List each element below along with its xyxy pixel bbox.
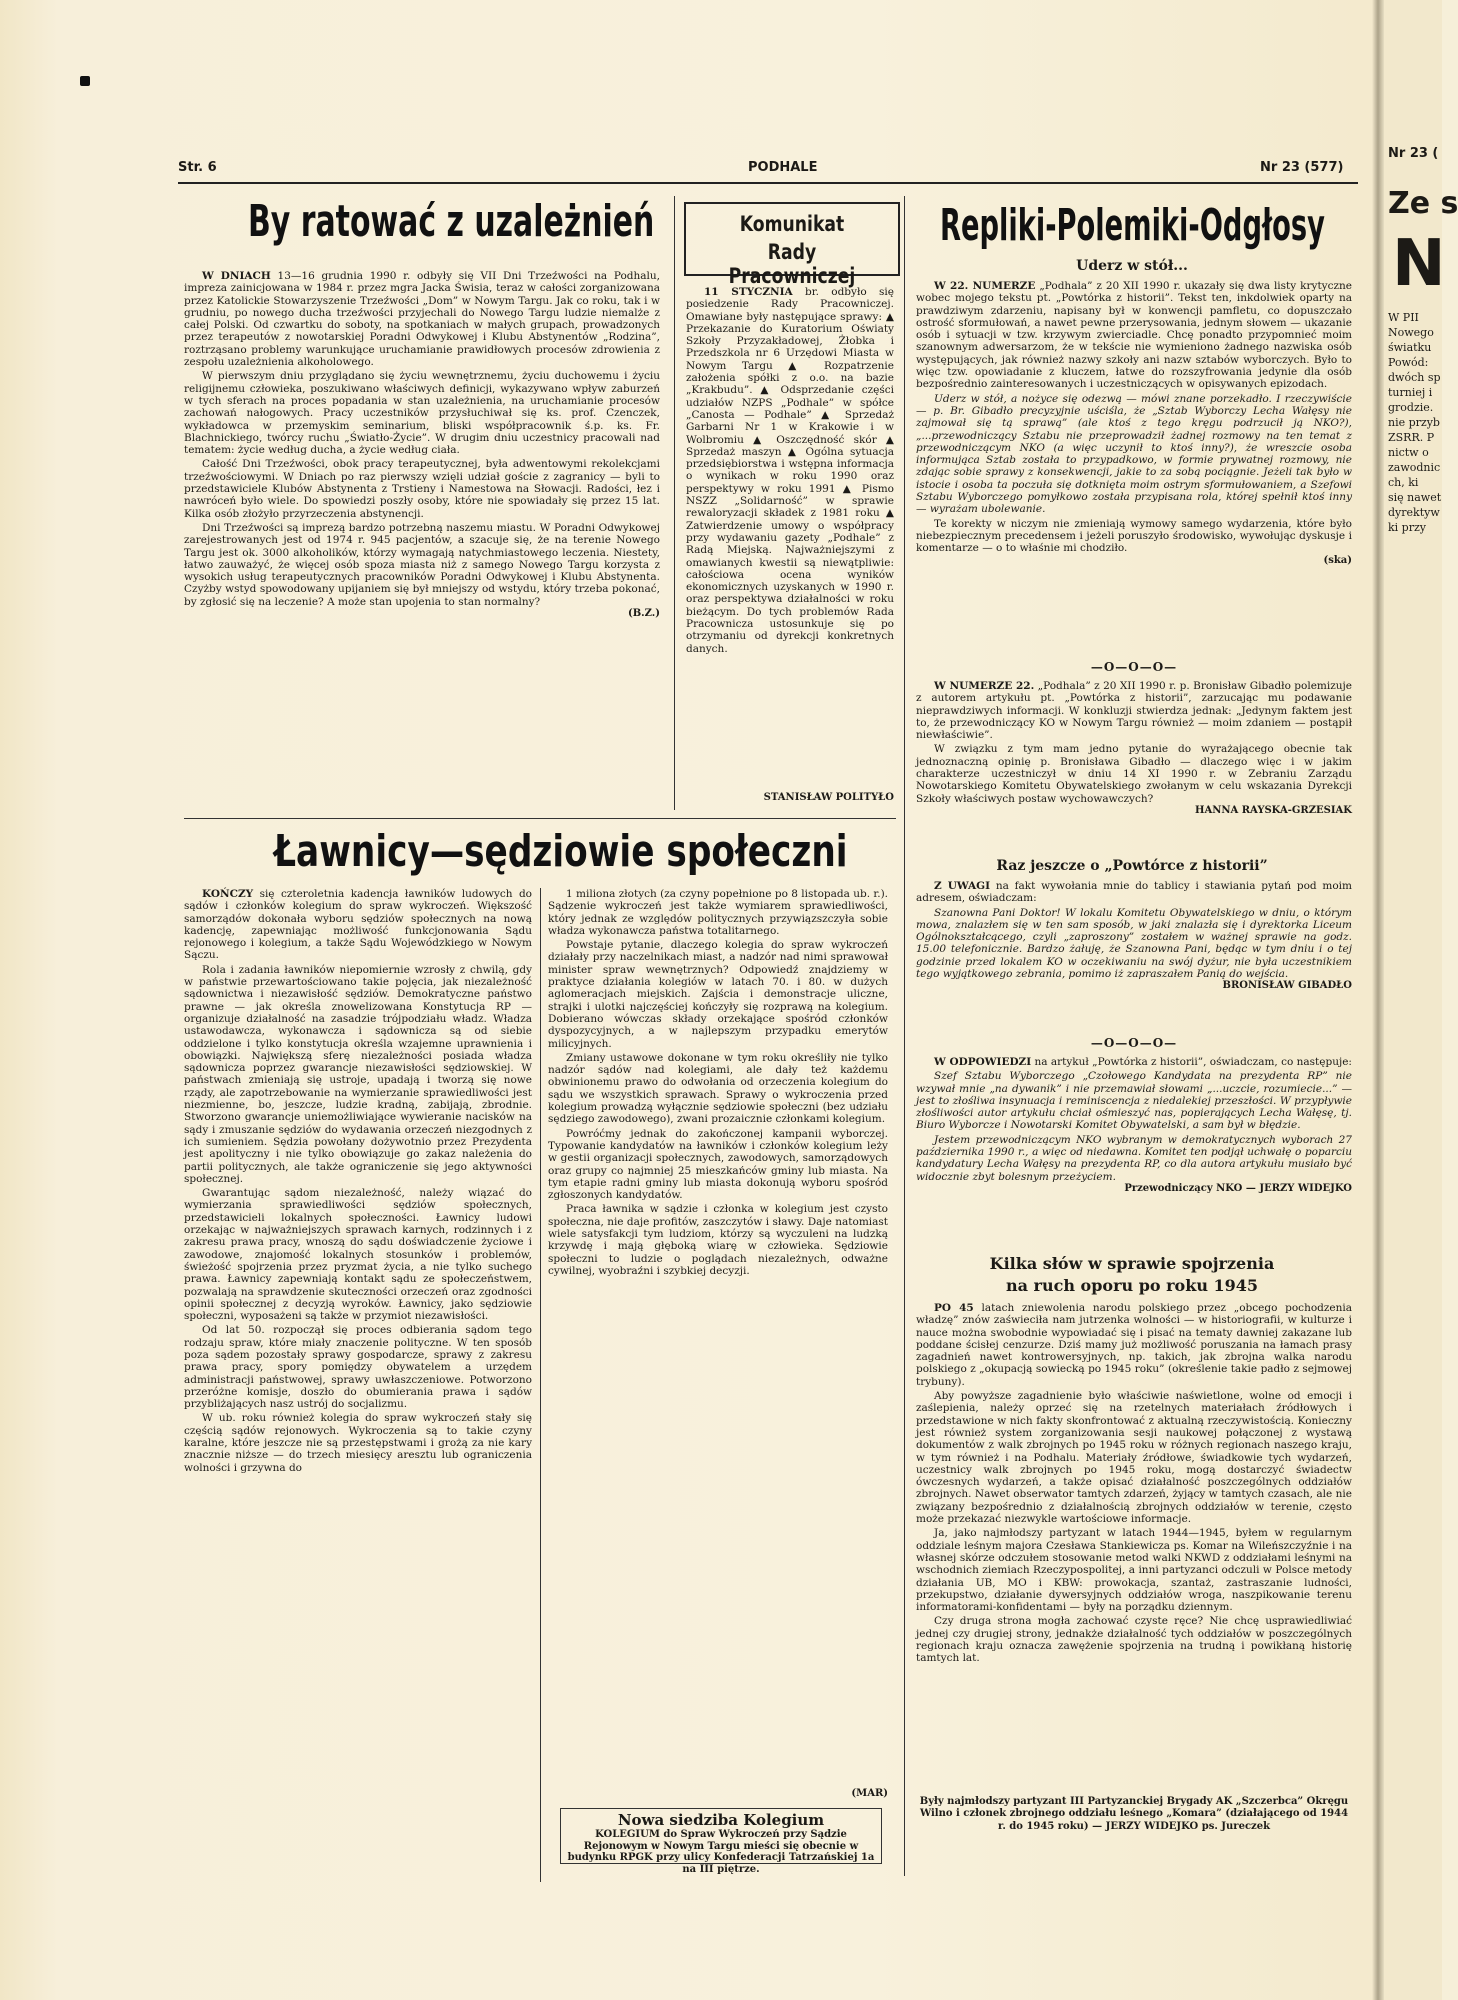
newspaper-title: PODHALE xyxy=(748,160,818,175)
kilka-p1: latach zniewolenia narodu polskiego przez „obcego pochodzenia władzę” znów zaświeciła nam jutrzenka wolności — w historiografii, w kulturze i nauce można swobodnie wypowiadać się i pisać na tematy dawniej zakazane lub poddane ścisłej cenzurze. Dziś mamy już możliwość poruszania na łamach prasy zagadnień nawet kontrowersyjnych, np. takich, jak zbrojna walka narodu polskiego z „okupacją sowiecką po 1945 roku” (określenie takie padło z sejmowej trybuny). xyxy=(916,1302,1352,1388)
repliki-r1-signature: (ska) xyxy=(1323,554,1352,566)
lawnicy-lead: KOŃCZY xyxy=(202,888,254,900)
kilka-lead: PO 45 xyxy=(934,1302,974,1314)
article1-lead: W DNIACH xyxy=(202,270,271,282)
adjacent-line: światku xyxy=(1388,341,1432,354)
article1-signature: (B.Z.) xyxy=(627,608,660,620)
lawnicy-col1-p5: W ub. roku również kolegia do spraw wykroczeń stały się częścią sądów rejonowych. Wykroczenia są to takie czyny karalne, które jeszcze nie są przestępstwami i grożą za nie kary znacznie niższe — do trzech miesięcy aresztu lub ograniczenia wolności i grzywna do xyxy=(184,1412,532,1474)
komunikat-body xyxy=(686,286,894,796)
repliki-letter-4 xyxy=(916,1056,1352,1252)
kilka-signature xyxy=(916,1796,1352,1856)
komunikat-title-line2: Rady Pracowniczej xyxy=(728,240,856,288)
repliki-letter-2 xyxy=(916,680,1352,850)
article1-p4: Dni Trzeźwości są imprezą bardzo potrzebną naszemu miastu. W Poradni Odwykowej zarejestrowanych jest od 1974 r. 945 pacjentów, a szacuje się, że na terenie Nowego Targu jest ok. 3000 alkoholików, którzy wymagają natychmiastowego leczenia. Niestety, łatwo zauważyć, że więcej osób spoza miasta niż z samego Nowego Targu korzysta z wysokich usług terapeutycznych pracowników Poradni Odwykowej i Klubu Abstynenta. Czyżby wstyd spowodowany upijaniem się był mniejszy od wstydu, który trzeba pokonać, by zgłosić się na leczenie? A może stan upojenia to stan normalny? xyxy=(184,521,660,608)
repliki-r2-lead: W NUMERZE 22. xyxy=(934,680,1035,692)
section-divider: —O—O—O— xyxy=(1090,660,1178,674)
repliki-r3-lead: Z UWAGI xyxy=(934,880,991,892)
kilka-sig-text: Były najmłodszy partyzant III Partyzanckiej Brygady AK „Szczerbca” Okręgu Wilno i członek zbrojnego oddziału leśnego „Komara” (działającego od 1944 r. do 1945 roku) — JERZY WIDEJKO ps. Jureczek xyxy=(919,1796,1349,1832)
kilka-p4: Czy druga strona mogła zachować czyste ręce? Nie chcę usprawiedliwiać jednej czy drugiej strony, jednakże działalność tych oddziałów w poszczególnych regionach kraju oznacza zawężenie spojrzenia na trudną i powikłaną historię tamtych lat. xyxy=(916,1615,1352,1665)
adjacent-text-lines xyxy=(1388,310,1442,535)
lawnicy-col1-p4: Od lat 50. rozpoczął się proces odbierania sądom tego rodzaju spraw, które miały znaczenie polityczne. W ten sposób poza sądem pozostały sprawy gospodarcze, sprawy z zakresu prawa pracy, spory pomiędzy obywatelem a urzędem administracji państwowej, sprawy uwłaszczeniowe. Potworzono przeróżne komisje, doszło do obumierania prawa i sądów przybliżających nasz ustrój do socjalizmu. xyxy=(184,1324,532,1411)
section-rule xyxy=(184,818,896,819)
komunikat-signature: STANISŁAW POLITYŁO xyxy=(763,792,894,803)
lawnicy-col2-p2: Powstaje pytanie, dlaczego kolegia do spraw wykroczeń działały przy naczelnikach miast, a nadzór nad nimi sprawował minister spraw wewnętrznych? Odpowiedź znajdziemy w praktyce działania kolegiów w latach 70. i 80. w dużych aglomeracjach miejskich. Zajścia i demonstracje uliczne, strajki i ulotki najczęściej kończyły się rozprawą na kolegium. Dobierano wówczas składy orzekające spośród członków dyspozycyjnych, a w najlepszym przypadku emerytów milicyjnych. xyxy=(548,939,888,1050)
adjacent-big-letter: N xyxy=(1392,227,1446,301)
lawnicy-headline: Ławnicy—sędziowie społeczni xyxy=(274,826,848,877)
komunikat-title-line1: Komunikat xyxy=(739,212,845,236)
repliki-r3-body: na fakt wywołania mnie do tablicy i stawiania pytań pod moim adresem, oświadczam: xyxy=(916,880,1353,905)
komunikat-lead: 11 STYCZNIA xyxy=(704,286,793,298)
kilka-p2: Aby powyższe zagadnienie było właściwie naświetlone, wolne od emocji i zaślepienia, należy oprzeć się na rzetelnych materiałach źródłowych i przedstawione w nich fakty skonfrontować z aktualną rzeczywistością. Konieczny jest również system zorganizowania sesji naukowej połączonej z wystawą dokumentów z walk zbrojnych po 1945 roku w różnych regionach naszego kraju, w tym również i na Podhalu. Materiały źródłowe, świadkowie tych wydarzeń, uczestnicy walk zbrojnych po 1945 roku, mogą dostarczyć świadectw ówczesnych wydarzeń, a także opisać działalność poszczególnych oddziałów zbrojnych. Nawet obserwator tamtych zdarzeń, żyjący w tamtych czasach, ale nie związany bezpośrednio z działalnością zbrojnych oddziałów w terenie, często może przekazać niezwykle wartościowe informacje. xyxy=(916,1390,1352,1526)
adjacent-line: ki przy xyxy=(1388,521,1426,534)
repliki-r4-signature: Przewodniczący NKO — JERZY WIDEJKO xyxy=(1124,1182,1352,1194)
lawnicy-col1-p3: Gwarantując sądom niezależność, należy wiązać do wymierzania sprawiedliwości sędziów społecznych, przedstawicieli lokalnych społeczności. Ławnicy ludowi orzekając w najważniejszych sprawach karnych, rodzinnych i z zakresu prawa pracy, wnoszą do sądu doświadczenie życiowe i zawodowe, znajomość lokalnych stosunków i problemów, świeżość spojrzenia przez pryzmat życia, a nie tylko suchego prawa. Ławnicy zapewniają kontakt sądu ze społeczeństwem, pozwalają na sprawdzenie skuteczności orzeczeń oraz zgodności opinii społecznej z decyzją wyroków. Ławnicy, jako sędziowie społeczni, wyposażeni są także w przymiot niezawisłości. xyxy=(184,1187,532,1323)
column-rule xyxy=(674,196,675,810)
repliki-r1-lead: W 22. NUMERZE xyxy=(934,280,1036,292)
repliki-r4-body2: Szef Sztabu Wyborczego „Czołowego Kandydata na prezydenta RP” nie wzywał mnie „na dywanik” i nie przemawiał słowami „...uczcie, rozumiecie...” — jest to złośliwa insynuacja i reminiscencja z niedalekiej przeszłości. W przypływie złośliwości autor artykułu chciał ośmieszyć nas, popierających Lecha Wałęsę, tj. Biuro Wyborcze i Nowotarski Komitet Obywatelski, a sam był w błędzie. xyxy=(916,1070,1352,1132)
lawnicy-signature: (MAR) xyxy=(851,1788,888,1799)
column-rule xyxy=(904,196,905,1876)
adjacent-headline: Ze s xyxy=(1388,186,1458,221)
article1-p3: Całość Dni Trzeźwości, obok pracy terapeutycznej, była adwentowymi rekolekcjami trzeźwościowymi. W Dniach po raz pierwszy wzięli udział goście z zagranicy — byli to przedstawiciele Klubów Abstynenta z Trstieny i Namestowa na Słowacji. Radości, łez i nawróceń było wiele. Do spowiedzi poszły osoby, które nie spowiadały się przez 15 lat. Kilka osób złożyło przyrzeczenia abstynencji. xyxy=(184,458,660,520)
adjacent-line: dyrektyw xyxy=(1388,506,1440,519)
repliki-r3-body2: Szanowna Pani Doktor! W lokalu Komitetu Obywatelskiego w dniu, o którym mowa, znalazłem się w ten sam sposób, w jaki znalazła się i dyrektorka Liceum Ogólnokształcącego, czyli „zaproszony” zostałem w ważnej sprawie na godz. 15.00 telefonicznie. Bardzo żałuję, że Szanowna Pani, będąc w tym dniu i o tej godzinie przed lokalem KO w oczekiwaniu na swój dyżur, nie była uczestnikiem tego wyjątkowego zebrania, pomimo iż zapraszałem Panią do wejścia. xyxy=(916,906,1352,981)
repliki-r4-lead: W ODPOWIEDZI xyxy=(934,1056,1032,1068)
adjacent-line: ch, ki xyxy=(1388,476,1419,489)
lawnicy-col2-p5: Praca ławnika w sądzie i członka w kolegium jest czysto społeczna, nie daje profitów, zaszczytów i sławy. Daje natomiast wiele satysfakcji tym ludziom, którzy są wyczuleni na ludzką krzywdę i mają głęboką wiarę w człowieka. Sędziowie społeczni to ludzie o poglądach niezależnych, odważne cywilnej, wyobraźni i szybkiej decyzji. xyxy=(548,1203,888,1277)
repliki-subhead-1: Uderz w stół... xyxy=(1076,258,1188,274)
repliki-letter-3 xyxy=(916,880,1352,1030)
adjacent-line: turniej i xyxy=(1388,386,1433,399)
komunikat-box xyxy=(684,202,900,288)
adjacent-line: dwóch sp xyxy=(1388,371,1441,384)
nowa-siedziba-body: KOLEGIUM do Spraw Wykroczeń przy Sądzie Rejonowym w Nowym Targu mieści się obecnie w budynku RPGK przy ulicy Konfederacji Tatrzańskiej 1a na III piętrze. xyxy=(567,1829,875,1875)
lawnicy-col1 xyxy=(184,888,532,1880)
adjacent-line: grodzie. xyxy=(1388,401,1434,414)
repliki-r4-body3: Jestem przewodniczącym NKO wybranym w demokratycznych wyborach 27 października 1990 r., a więc od niedawna. Komitet ten podjął uchwałę o poparciu kandydatury Lecha Wałęsy na prezydenta RP, co dla autora artykułu musiało być widocznie zbyt bolesnym przeżyciem. xyxy=(916,1133,1352,1183)
lawnicy-col1-p1: się czteroletnia kadencja ławników ludowych do sądów i członków kolegium do spraw wykroczeń. Większość samorządów dokonała wyboru sędziów społecznych na nową kadencję, zapewniając możliwość funkcjonowania Sądu rejonowego i kolegium, a także Sądu Wojewódzkiego w Nowym Sączu. xyxy=(184,888,533,962)
repliki-r2-signature: HANNA RAYSKA-GRZESIAK xyxy=(1195,804,1352,816)
article1-headline: By ratować z uzależnień xyxy=(248,196,655,247)
adjacent-page-strip xyxy=(1384,0,1458,2000)
lawnicy-col2-p1: 1 miliona złotych (za czyny popełnione po 8 listopada ub. r.). Sądzenie wykroczeń jest także wymiarem sprawiedliwości, który jednak ze względów politycznych przywiązszczyła sobie władza wykonawcza państwa totalitarnego. xyxy=(548,888,889,937)
adjacent-line: zawodnic xyxy=(1388,461,1441,474)
repliki-r2-body: „Podhala” z 20 XII 1990 r. p. Bronisław Gibadło polemizuje z autorem artykułu pt. „Powtórka z historii”, zarzucając mu podawanie nieprawdziwych informacji. W konkluzji stwierdza jednak: „Jedynym faktem jest to, że przewodniczący KO w Nowym Targu również — moim zdaniem — postąpił niewłaściwie”. xyxy=(916,680,1352,742)
lawnicy-col1-p2: Rola i zadania ławników niepomiernie wzrosły z chwilą, gdy w państwie przewartościowano takie pojęcia, jak niezależność sądownictwa i niezawisłość sędziów. Demokratyczne państwo prawne — jak określa znowelizowana Konstytucja RP — organizuje działalność na zasadzie trójpodziału władz. Władza ustawodawcza, wykonawcza i sądownicza są od siebie oddzielone i tylko konstytucja określa wzajemne uprawnienia i obowiązki. Największą sferę niezależności posiada władza sądownicza poprzez gwarancje niezawisłości sędziowskiej. W państwach zmieniają się ustroje, upadają i tworzą się nowe rządy, ale zapotrzebowanie na wymierzanie sprawiedliwości jest niezmienne, bo, jeszcze, ludzie kradną, zabijają, zbrodnie. Stworzono gwarancje uniemożliwiające wywieranie nacisków na sądy i zmuszanie sędziów do wydawania orzeczeń niezgodnych z ich sumieniem. Sędzia powołany dożywotnio przez Prezydenta jest apolityczny i nie tylko obowiązuje go zakaz należenia do partii politycznych, ale także ograniczenie się jego aktywności społecznej. xyxy=(184,963,532,1185)
punch-hole-mark xyxy=(80,76,90,86)
adjacent-line: się nawet xyxy=(1388,491,1442,504)
page-fold-shadow xyxy=(1372,0,1384,2000)
article1-p2: W pierwszym dniu przyglądano się życiu wewnętrznemu, życiu duchowemu i życiu religijnemu człowieka, poszukiwano właściwych definicji, wykazywano wpływ zaburzeń w tych sferach na proces popadania w stan uzależnienia, na uruchamianie procesów zachowań nałogowych. Pracy uczestników przysłuchiwał się ks. prof. Czenczek, wykładowca w przemyskim seminarium, bliski współpracownik ś.p. ks. Fr. Blachnickiego, twórcy ruchu „Światło-Życie”. W drugim dniu uczestnicy pracowali nad tematem: życie według ducha, a życie według ciała. xyxy=(184,370,660,457)
repliki-r1-body2: Uderz w stół, a nożyce się odezwą — mówi znane porzekadło. I rzeczywiście — p. Br. Gibadło precyzyjnie uściśla, że „Sztab Wyborczy Lecha Wałęsy nie zajmował się tą sprawą” (ale ktoś z tego kręgu podrzucił ją NKO?), „...przewodniczący Sztabu nie przeprowadził żadnej rozmowy na ten temat z przewodniczącym NKO (a więc uczynił to ktoś inny?), że wreszcie osoba informująca Sztab została to przypadkowo, w formie prywatnej rozmowy, nie zdając sobie sprawy z konsekwencji, jakie to za sobą pociągnie. Jeżeli tak było w istocie i osoba ta poczuła się dotknięta moim ostrym sformułowaniem, a Szefowi Sztabu Wyborczego pomyłkowo została przypisana rola, której spełnił ktoś inny — wyrażam ubolewanie. xyxy=(916,392,1352,516)
lawnicy-col2-p4: Powróćmy jednak do zakończonej kampanii wyborczej. Typowanie kandydatów na ławników i członków kolegium leży w gestii organizacji społecznych, zawodowych, samorządowych oraz grupy co najmniej 25 mieszkańców gminy lub miasta. Na tym etapie radni gminy lub miasta dokonują wyboru spośród zgłoszonych kandydatów. xyxy=(548,1127,888,1202)
article1-body xyxy=(184,270,660,810)
adjacent-issue: Nr 23 ( xyxy=(1388,146,1439,161)
column-rule xyxy=(540,888,541,1882)
adjacent-line: nictw o xyxy=(1388,446,1429,459)
adjacent-line: W PII xyxy=(1388,311,1419,324)
page-number: Str. 6 xyxy=(178,160,217,175)
repliki-r1-body: „Podhala” z 20 XII 1990 r. ukazały się dwa listy krytyczne wobec mojego tekstu pt. „Powtórka z historii”. Tekst ten, inkdolwiek oparty na prawdziwym zdarzeniu, napisany był w konwencji pamfletu, co dopuszczało ostrość sformułowań, a nawet pewne przerysowania, jednym słowem — ukazanie osób i sytuacji w tzw. krzywym zwierciadle. Chcę ponadto przypomnieć moim szanownym adwersarzom, że w tekście nie wymieniono żadnego nazwiska osób występujących, jak również nazwy szkoły ani nazw sztabów wyborczych. Było to więc tzw. opowiadanie z kluczem, łatwe do rozszyfrowania jedynie dla osób bezpośrednio zainteresowanych i uczestniczących w opisywanych epizodach. xyxy=(916,280,1352,391)
repliki-r4-body: na artykuł „Powtórka z historii”, oświadczam, co następuje: xyxy=(1034,1056,1352,1068)
repliki-subhead-2: Raz jeszcze o „Powtórce z historii” xyxy=(996,858,1268,874)
repliki-letter-1 xyxy=(916,280,1352,656)
section-divider-2: —O—O—O— xyxy=(1090,1036,1178,1050)
kilka-headline-1: Kilka słów w sprawie spojrzenia xyxy=(989,1254,1275,1273)
komunikat-text: br. odbyło się posiedzenie Rady Pracowniczej. Omawiane były następujące sprawy: ▲ Przekazanie do Kuratorium Oświaty Szkoły Przyzakładowej, Żłobka i Przedszkola nr 6 Urzędowi Miasta w Nowym Targu ▲ Rozpatrzenie założenia spółki z o.o. na bazie „Krakbudu”. ▲ Odsprzedanie części udziałów NZPS „Podhale” w spółce „Canosta — Podhale” ▲ Sprzedaż Garbarni Nr 1 w Krakowie i w Wolbromiu ▲ Oszczędność skór ▲ Sprzedaż maszyn ▲ Ogólna sytuacja przedsiębiorstwa i wstępna informacja o wynikach w roku 1990 oraz perspektywy w roku 1991 ▲ Pismo NSZZ „Solidarność” w sprawie rewaloryzacji składek z 1981 roku ▲ Zatwierdzenie umowy o współpracy przy wydawaniu gazety „Podhale” z Radą Miejską. Najważniejszymi z omawianych kwestii są niewątpliwie: całościowa ocena wyników ekonomicznych uzyskanych w 1990 r. oraz perspektywa działalności w roku bieżącym. Do tych problemów Rada Pracownicza ustosunkuje się po otrzymaniu od dyrekcji konkretnych danych. xyxy=(686,286,894,655)
adjacent-line: Powód: xyxy=(1388,356,1429,369)
adjacent-line: nie przyb xyxy=(1388,416,1440,429)
kilka-p3: Ja, jako najmłodszy partyzant w latach 1944—1945, byłem w regularnym oddziale leśnym majora Czesława Stankiewicza ps. Komar na Wileńszczyźnie i na własnej skórze odczułem stosowanie metod walki NKWD z oddziałami leśnymi na wschodnich ziemiach Rzeczypospolitej, a inni partyzanci odczuli w Polsce metody działania UB, MO i KBW: prowokacja, szantaż, zastraszanie ludności, przekupstwo, działanie dywersyjnych oddziałów wroga, naszpikowanie terenu informatorami-konfidentami — były na porządku dziennym. xyxy=(916,1527,1352,1614)
adjacent-line: ZSRR. P xyxy=(1388,431,1435,444)
repliki-r2-body2: W związku z tym mam jedno pytanie do wyrażającego obecnie tak jednoznaczną opinię p. Bronisława Gibadło — dlaczego więc i w jakim charakterze uczestniczył w dniu 14 XI 1990 r. w Zebraniu Zarządu Nowotarskiego Komitetu Obywatelskiego zwołanym w celu wskazania Dyrekcji Szkoły właściwych postaw wychowawczych? xyxy=(916,743,1352,805)
nowa-siedziba-box xyxy=(560,1808,882,1875)
repliki-r1-body3: Te korekty w niczym nie zmieniają wymowy samego wydarzenia, które było niebezpiecznym precedensem i jeżeli poruszyło środowisko, wywołując dyskusje i komentarze — o to właśnie mi chodziło. xyxy=(916,517,1352,555)
repliki-r3-signature: BRONISŁAW GIBADŁO xyxy=(1222,980,1352,992)
lawnicy-col2-p3: Zmiany ustawowe dokonane w tym roku określiły nie tylko nadzór sądów nad kolegiami, ale dały też każdemu obwinionemu prawo do odwołania od orzeczenia kolegium do sądu we wszystkich sprawach. Sprawy o wykroczenia przed kolegium prowadzą wyłącznie sędziowie społeczni (bez udziału sędziego zawodowego), zwani prozaicznie członkami kolegium. xyxy=(548,1051,888,1126)
article1-p1: 13—16 grudnia 1990 r. odbyły się VII Dni Trzeźwości na Podhalu, impreza zainicjowana w 1984 r. przez mgra Jacka Świsia, teraz w całości zorganizowana przez Katolickie Stowarzyszenie Trzeźwości „Dom” w Nowym Targu. Jak co roku, tak i w grudniu, po nowego ducha trzeźwości przyjechali do Nowego Targu ludzie niemalże z całej Polski. Od czwartku do soboty, na spotkaniach w małych grupach, prowadzonych przez terapeutów z nowotarskiej Poradni Odwykowej i Klubu Abstynentów „Rodzina”, roztrząsano problemy warunkujące uruchamianie prawidłowych procesów zdrowienia z zespołu uzależnienia alkoholowego. xyxy=(184,270,660,369)
lawnicy-col2 xyxy=(548,888,888,1798)
kilka-body xyxy=(916,1302,1352,1792)
adjacent-line: Nowego xyxy=(1388,326,1434,339)
repliki-headline: Repliki-Polemiki-Odgłosy xyxy=(940,200,1325,251)
issue-number: Nr 23 (577) xyxy=(1260,160,1344,175)
nowa-siedziba-title: Nowa siedziba Kolegium xyxy=(617,1811,825,1829)
kilka-headline-2: na ruch oporu po roku 1945 xyxy=(1005,1276,1259,1295)
